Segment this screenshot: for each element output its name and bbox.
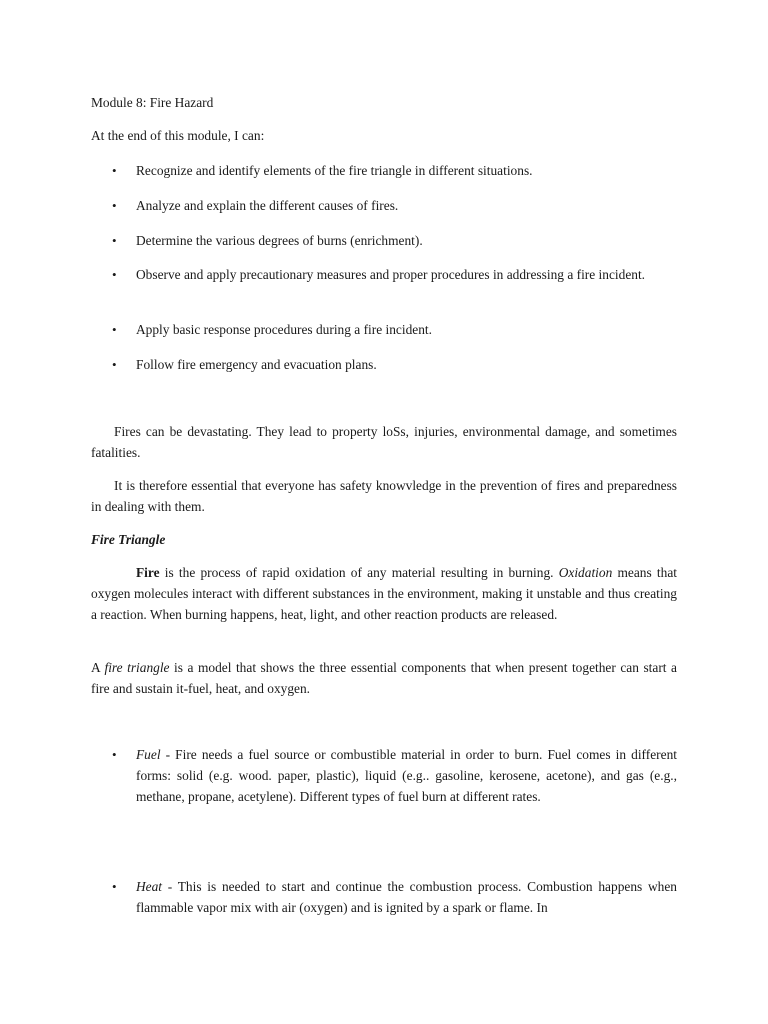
fire-def-text-1: is the process of rapid oxidation of any material resulting in burning.	[159, 565, 559, 580]
bullet-marker: •	[112, 879, 117, 894]
objective-item: Follow fire emergency and evacuation plans.	[136, 357, 377, 372]
bullet-marker: •	[112, 233, 117, 248]
paragraph-fire-definition	[91, 562, 677, 625]
triangle-prefix: A	[91, 660, 105, 675]
objective-item: Recognize and identify elements of the fire triangle in different situations.	[136, 163, 533, 178]
paragraph-fire-triangle	[91, 657, 677, 699]
heat-text: - This is needed to start and continue the combustion process. Combustion happens when flammable vapor mix with air (oxygen) and is ignited by a spark or flame. In	[136, 879, 677, 915]
objective-item: Analyze and explain the different causes of fires.	[136, 198, 399, 213]
bullet-marker: •	[112, 357, 117, 372]
term-heat: Heat	[136, 879, 163, 894]
paragraph-fire-devastating: Fires can be devastating. They lead to property loSs, injuries, environmental damage, and sometimes fatalities.	[91, 424, 677, 460]
component-item-heat	[136, 876, 677, 918]
intro-text: At the end of this module, I can:	[91, 128, 265, 143]
paragraph-safety-knowledge: It is therefore essential that everyone has safety knowvledge in the prevention of fires and preparedness in dealing with them.	[91, 478, 677, 514]
objective-item: Observe and apply precautionary measures and proper procedures in addressing a fire incident.	[136, 267, 646, 282]
fire-def-text-2: means that oxygen molecules interact with different substances in the environment, making it unstable and thus creating a reaction. When burning happens, heat, light, and other reaction products are released.	[91, 565, 678, 622]
section-heading: Fire Triangle	[91, 532, 166, 547]
bullet-marker: •	[112, 198, 117, 213]
module-title: Module 8: Fire Hazard	[91, 95, 214, 110]
component-item-fuel	[136, 744, 677, 807]
objective-item: Apply basic response procedures during a fire incident.	[136, 322, 432, 337]
term-oxidation: Oxidation	[558, 565, 613, 580]
bullet-marker: •	[112, 267, 117, 282]
term-fire-triangle: fire triangle	[104, 660, 170, 675]
bullet-marker: •	[112, 322, 117, 337]
term-fuel: Fuel	[136, 747, 161, 762]
fuel-text: - Fire needs a fuel source or combustible material in order to burn. Fuel comes in different forms: solid (e.g. wood. paper, plastic), liquid (e.g.. gasoline, kerosene, acetone), and gas (e.g., methane, propane, acetylene). Different types of fuel burn at different rates.	[136, 747, 677, 804]
triangle-text: is a model that shows the three essential components that when present together can start a fire and sustain it-fuel, heat, and oxygen.	[91, 660, 677, 696]
objective-item: Determine the various degrees of burns (enrichment).	[136, 233, 423, 248]
bullet-marker: •	[112, 163, 117, 178]
term-fire: Fire	[136, 565, 160, 580]
bullet-marker: •	[112, 747, 117, 762]
